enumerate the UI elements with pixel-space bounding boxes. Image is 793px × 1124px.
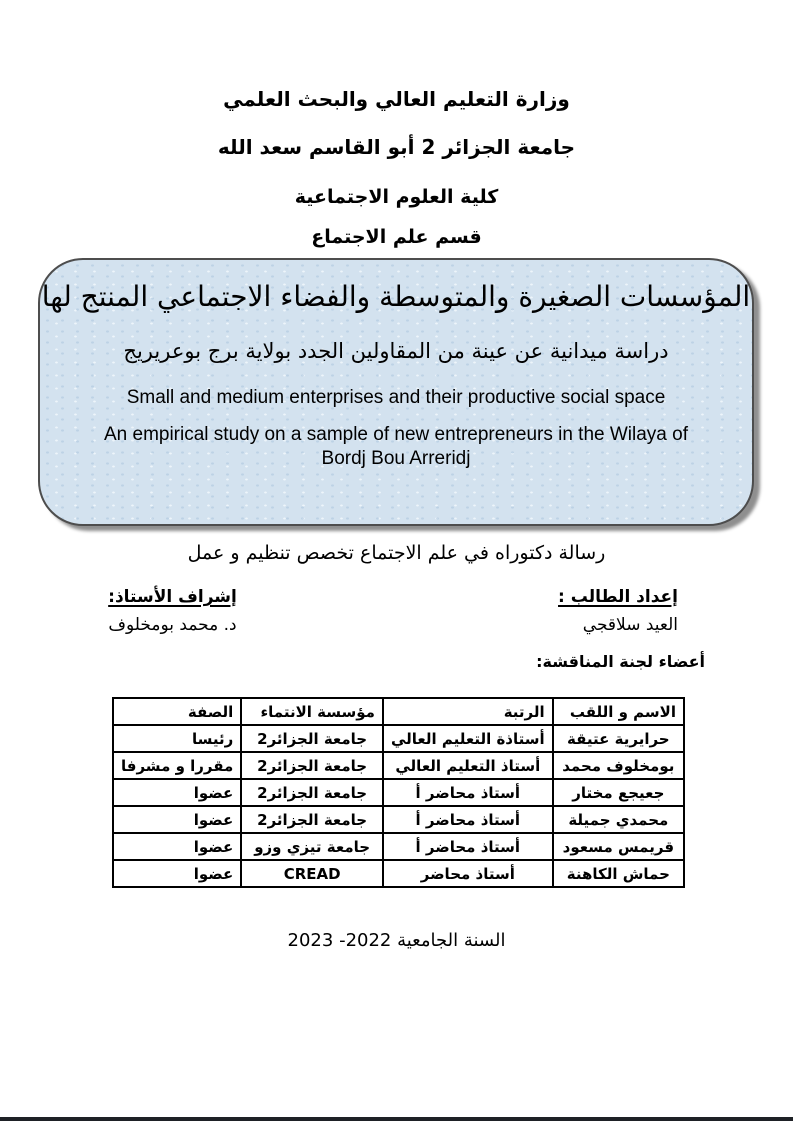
committee-table-cell: مقررا و مشرفا	[113, 752, 241, 779]
committee-table-row	[113, 833, 684, 860]
student-section	[558, 586, 678, 636]
thesis-title-english: Small and medium enterprises and their productive social space	[126, 387, 666, 408]
student-label: إعداد الطالب :	[558, 587, 678, 607]
committee-table-cell: حماش الكاهنة	[553, 860, 684, 887]
committee-table-cell: عضوا	[113, 860, 241, 887]
committee-table-row	[113, 806, 684, 833]
page-bottom-border	[0, 1117, 793, 1121]
supervisor-section	[95, 586, 250, 636]
committee-table-body	[113, 725, 684, 887]
committee-table-cell: رئيسا	[113, 725, 241, 752]
committee-table-row	[113, 725, 684, 752]
university-line: جامعة الجزائر 2 أبو القاسم سعد الله	[217, 135, 576, 159]
committee-table-cell: أستاذة التعليم العالي	[383, 725, 553, 752]
committee-col-name: الاسم و اللقب	[553, 698, 684, 725]
committee-table-cell: جامعة الجزائر2	[241, 725, 383, 752]
committee-table-cell: أستاذ محاضر	[383, 860, 553, 887]
thesis-subtitle-english: An empirical study on a sample of new entrepreneurs in the Wilaya of Bordj Bou Arreridj	[103, 424, 689, 469]
supervisor-name: د. محمد بومخلوف	[108, 615, 237, 635]
faculty-line: كلية العلوم الاجتماعية	[294, 186, 499, 208]
committee-table-cell: بومخلوف محمد	[553, 752, 684, 779]
committee-table-cell: عضوا	[113, 779, 241, 806]
committee-table-cell: أستاذ محاضر أ	[383, 833, 553, 860]
committee-col-institution: مؤسسة الانتماء	[241, 698, 383, 725]
thesis-subtitle-arabic: دراسة ميدانية عن عينة من المقاولين الجدد بولاية برج بوعريريج	[123, 339, 669, 363]
committee-table-cell: جامعة الجزائر2	[241, 752, 383, 779]
committee-table-cell: عضوا	[113, 806, 241, 833]
committee-table-row	[113, 860, 684, 887]
committee-table-cell: أستاذ محاضر أ	[383, 779, 553, 806]
committee-table-header-row	[113, 698, 684, 725]
academic-year: السنة الجامعية 2022- 2023	[287, 930, 506, 951]
committee-table-cell: جامعة الجزائر2	[241, 806, 383, 833]
committee-table-cell: أستاذ محاضر أ	[383, 806, 553, 833]
committee-col-role: الصفة	[113, 698, 241, 725]
committee-table-cell: قريمس مسعود	[553, 833, 684, 860]
committee-table-cell: CREAD	[241, 860, 383, 887]
committee-table	[112, 697, 685, 888]
committee-table-cell: جامعة الجزائر2	[241, 779, 383, 806]
thesis-title-arabic: المؤسسات الصغيرة والمتوسطة والفضاء الاجتماعي المنتج لها	[41, 280, 751, 313]
committee-heading: أعضاء لجنة المناقشة:	[536, 652, 705, 671]
committee-table-row	[113, 779, 684, 806]
department-line: قسم علم الاجتماع	[311, 226, 482, 248]
committee-table-cell: جعيجع مختار	[553, 779, 684, 806]
committee-table-cell: أستاذ التعليم العالي	[383, 752, 553, 779]
committee-table-cell: عضوا	[113, 833, 241, 860]
ministry-line: وزارة التعليم العالي والبحث العلمي	[223, 87, 570, 111]
student-name: العيد سلاقجي	[582, 615, 678, 635]
committee-table-cell: محمدي جميلة	[553, 806, 684, 833]
committee-table-row	[113, 752, 684, 779]
committee-col-rank: الرتبة	[383, 698, 553, 725]
institution-header	[0, 88, 793, 248]
committee-table-cell: حرايرية عتيقة	[553, 725, 684, 752]
degree-line: رسالة دكتوراه في علم الاجتماع تخصص تنظيم و عمل	[187, 542, 606, 564]
supervisor-label: إشراف الأستاذ:	[108, 587, 237, 607]
title-box	[38, 258, 754, 526]
committee-table-cell: جامعة تيزي وزو	[241, 833, 383, 860]
